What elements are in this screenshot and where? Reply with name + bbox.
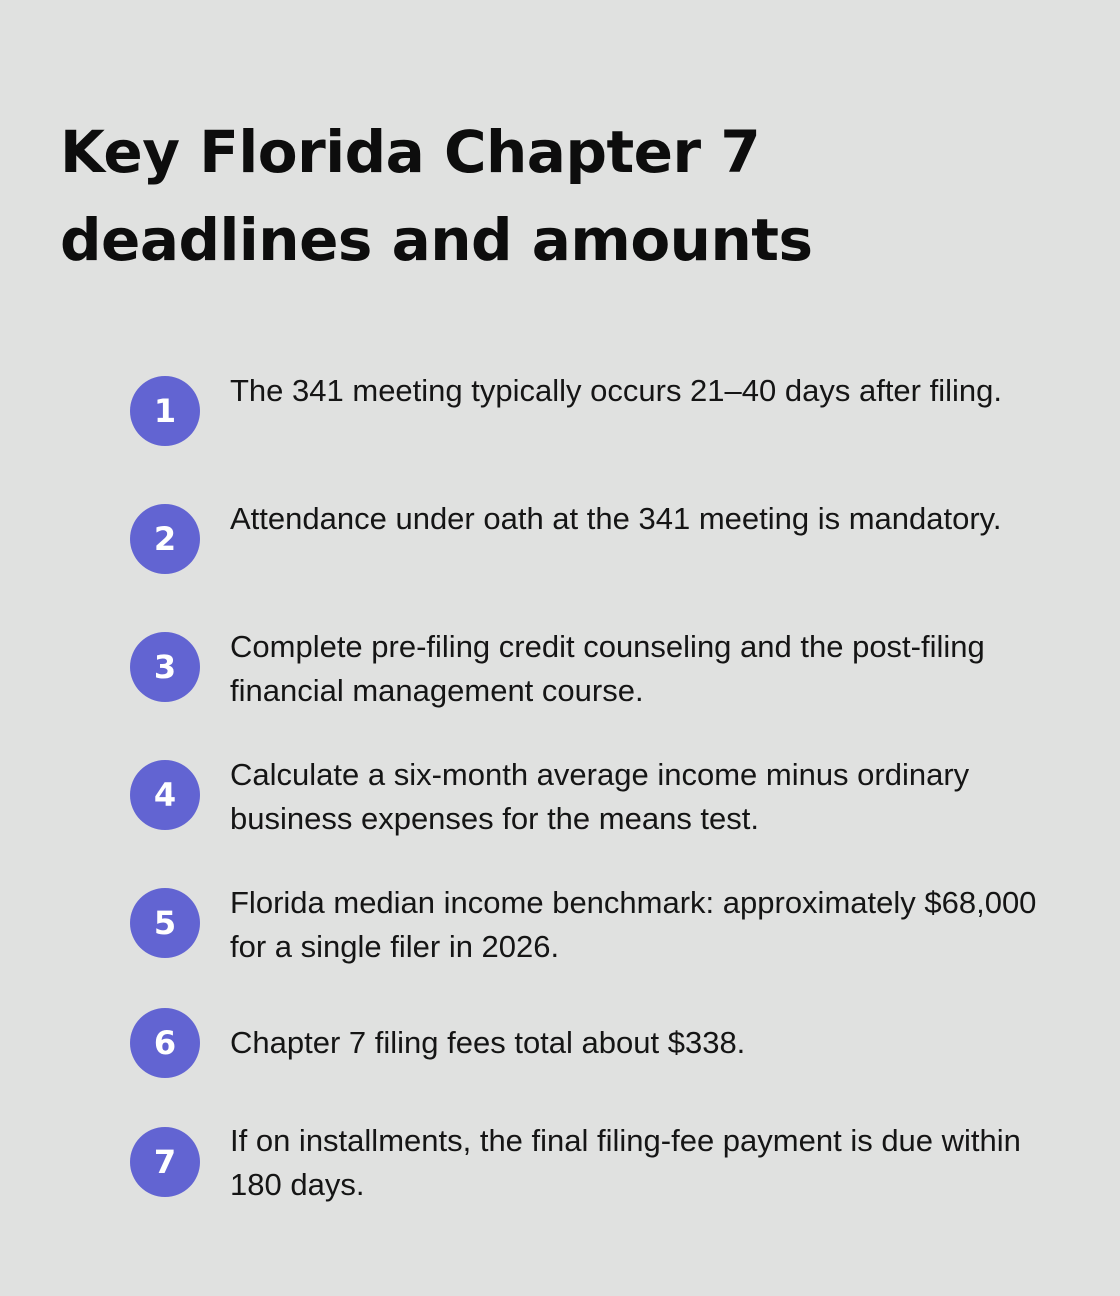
step-text: Calculate a six-month average income minus ordinary business expenses for the means test. xyxy=(230,757,970,836)
step-text: If on installments, the final filing-fee payment is due within 180 days. xyxy=(230,1123,1021,1202)
step-number-badge: 3 xyxy=(130,632,200,702)
step-text: Florida median income benchmark: approximately $68,000 for a single filer in 2026. xyxy=(230,885,1037,964)
step-number-badge: 7 xyxy=(130,1127,200,1197)
step-number-badge: 6 xyxy=(130,1008,200,1078)
step-text: Attendance under oath at the 341 meeting is mandatory. xyxy=(230,501,1002,536)
step-number-badge: 5 xyxy=(130,888,200,958)
step-text: Complete pre-filing credit counseling and the post-filing financial management course. xyxy=(230,629,985,708)
page-title: Key Florida Chapter 7 deadlines and amounts xyxy=(60,118,813,274)
step-number-badge: 1 xyxy=(130,376,200,446)
step-number-badge: 2 xyxy=(130,504,200,574)
step-text: Chapter 7 filing fees total about $338. xyxy=(230,1025,746,1060)
step-text: The 341 meeting typically occurs 21–40 days after filing. xyxy=(230,373,1002,408)
step-number-badge: 4 xyxy=(130,760,200,830)
